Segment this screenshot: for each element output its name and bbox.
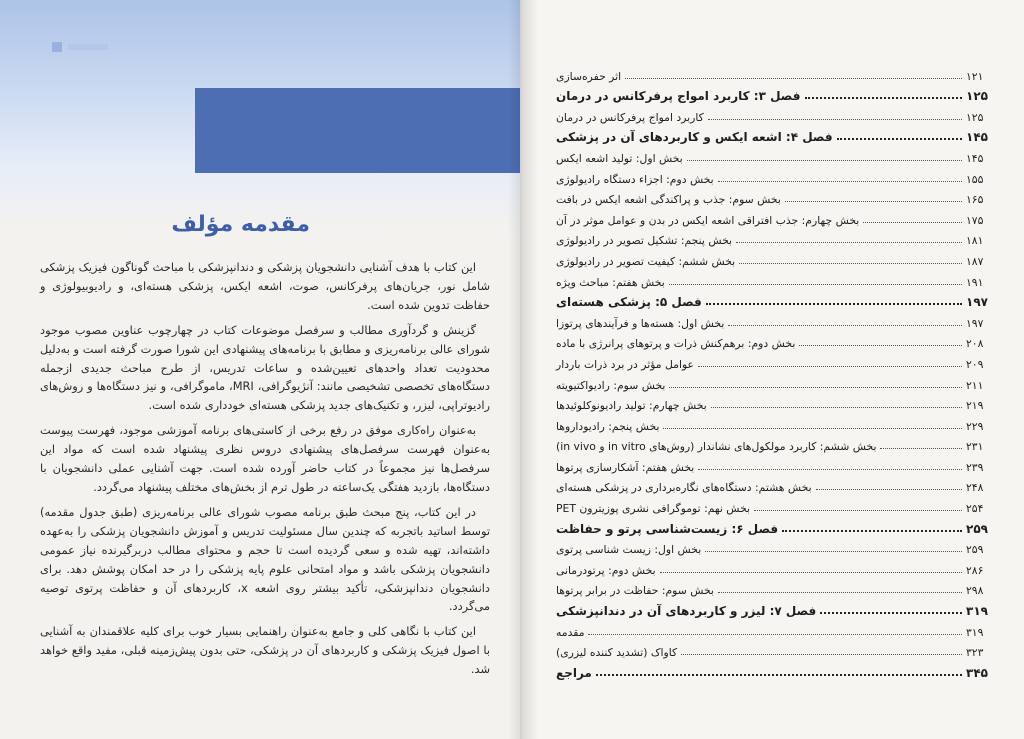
- header-band: [0, 0, 520, 85]
- toc-row: [552, 309, 992, 330]
- toc-page-number: ۱۲۵: [966, 89, 988, 104]
- toc-entry-title: فصل ۶: زیست‌شناسی پرتو و حفاظت: [556, 521, 779, 536]
- toc-entry-title: بخش سوم: حفاظت در برابر پرتوها: [556, 584, 714, 598]
- toc-entry-title: بخش اول: هسته‌ها و فرآیندهای پرتوزا: [556, 316, 725, 330]
- toc-row: [552, 330, 992, 351]
- toc-entry-title: فصل ۷: لیزر و کاربردهای آن در دندانپزشکی: [556, 604, 817, 619]
- toc-row: [552, 371, 992, 392]
- toc-leader-dots: [588, 634, 962, 635]
- toc-row: [552, 206, 992, 227]
- toc-leader-dots: [669, 387, 962, 388]
- toc-page-number: ۱۲۵: [966, 110, 984, 124]
- toc-page-number: ۳۱۹: [966, 625, 984, 639]
- toc-chapter-row: [552, 83, 992, 104]
- toc-row: [552, 536, 992, 557]
- toc-entry-title: بخش چهارم: جذب افتراقی اشعه ایکس در بدن و عوامل موثر در آن: [556, 213, 860, 227]
- toc-entry-title: عوامل مؤثر در برد ذرات باردار: [556, 357, 694, 371]
- toc-entry-title: بخش پنجم: رادیوداروها: [556, 419, 660, 433]
- toc-page-number: ۱۷۵: [966, 213, 984, 227]
- preface-paragraph: این کتاب با هدف آشنایی دانشجویان پزشکی و دندانپزشکی با مباحث گوناگون فیزیک پزشکی شامل نور، جریان‌های پرفرکانس، صوت، اشعه ایکس، پزشکی هسته‌ای، و رادیوبیولوژی و حفاظت تدوین شده است.: [40, 260, 490, 312]
- toc-page-number: ۲۰۸: [966, 337, 984, 351]
- toc-leader-dots: [816, 489, 962, 490]
- toc-chapter-row: [552, 659, 992, 680]
- toc-row: [552, 639, 992, 660]
- toc-leader-dots: [799, 345, 962, 346]
- toc-leader-dots: [669, 284, 962, 285]
- toc-row: [552, 453, 992, 474]
- toc-page-number: ۱۸۷: [966, 254, 984, 268]
- toc-page-number: ۲۰۹: [966, 357, 984, 371]
- preface-paragraph: گزینش و گردآوری مطالب و سرفصل موضوعات کتاب در چهارچوب عناوین مصوب موجود شورای عالی برنامه‌ریزی و مطابق با برنامه‌های پیشنهادی این شورا صورت گرفته است و به‌دلیل محدودیت تعداد واحدهای تعیین‌شده و ساعات تدریس، از طرح مباحث جدیدی ازجمله دستگاه‌های تخصصی تشخیصی مانند: آنژیوگرافی، MRI، ماموگرافی، و نیز دستگاه‌ها و روش‌های رادیوتراپی، لیزر، و تکنیک‌های جدید پزشکی هسته‌ای خودداری شده است.: [40, 322, 490, 413]
- toc-page-number: ۲۳۱: [966, 440, 984, 454]
- toc-row: [552, 165, 992, 186]
- toc-leader-dots: [880, 448, 962, 449]
- toc-row: [552, 618, 992, 639]
- toc-leader-dots: [863, 222, 962, 223]
- toc-row: [552, 227, 992, 248]
- band-mark-bar: [68, 44, 108, 50]
- toc-chapter-row: [552, 597, 992, 618]
- toc-leader-dots: [663, 428, 962, 429]
- toc-entry-title: بخش هشتم: دستگاه‌های نگاره‌برداری در پزشکی هسته‌ای: [556, 481, 812, 495]
- toc-row: [552, 268, 992, 289]
- toc-leader-dots: [820, 612, 962, 614]
- toc-row: [552, 103, 992, 124]
- toc-leader-dots: [625, 78, 962, 79]
- toc-page-number: ۲۵۴: [966, 502, 984, 516]
- toc-entry-title: بخش دوم: پرتودرمانی: [556, 563, 656, 577]
- toc-leader-dots: [596, 674, 962, 676]
- toc-entry-title: بخش اول: تولید اشعه ایکس: [556, 151, 683, 165]
- toc-entry-title: فصل ۴: اشعه ایکس و کاربردهای آن در پزشکی: [556, 130, 833, 145]
- toc-entry-title: بخش چهارم: تولید رادیونوکلوئیدها: [556, 399, 707, 413]
- toc-page-number: ۲۴۸: [966, 481, 984, 495]
- toc-entry-title: بخش سوم: رادیواکتیویته: [556, 378, 666, 392]
- toc-entry-title: بخش پنجم: تشکیل تصویر در رادیولوژی: [556, 234, 733, 248]
- right-page: [522, 0, 1024, 739]
- toc-row: [552, 392, 992, 413]
- preface-title: مقدمه مؤلف: [171, 212, 310, 237]
- toc-entry-title: بخش نهم: توموگرافی نشری پوزیترون PET: [556, 502, 751, 516]
- toc-leader-dots: [718, 181, 962, 182]
- toc-leader-dots: [782, 530, 962, 532]
- toc-chapter-row: [552, 515, 992, 536]
- toc-leader-dots: [687, 160, 962, 161]
- toc-page-number: ۱۸۱: [966, 234, 984, 248]
- toc-entry-title: بخش هفتم: آشکارسازی پرتوها: [556, 460, 695, 474]
- toc-leader-dots: [739, 263, 962, 264]
- toc-page-number: ۲۱۹: [966, 399, 984, 413]
- preface-body: [40, 258, 490, 685]
- toc-entry-title: بخش دوم: اجزاء دستگاه رادیولوژی: [556, 172, 714, 186]
- toc-page-number: ۲۵۹: [966, 521, 988, 536]
- preface-paragraph: این کتاب با نگاهی کلی و جامع به‌عنوان راهنمایی بسیار خوب برای کلیه علاقمندان به آشنایی با اصول فیزیک پزشکی و کاربردهای آن در پزشکی، حتی بدون پیش‌زمینه قبلی، مفید واقع خواهد شد.: [40, 624, 490, 677]
- toc-row: [552, 186, 992, 207]
- toc-page-number: ۱۹۷: [966, 295, 988, 310]
- toc-chapter-row: [552, 289, 992, 310]
- title-block: [195, 88, 520, 173]
- toc-page-number: ۳۴۵: [966, 665, 988, 680]
- toc-entry-title: کاواک (تشدید کننده لیزری): [556, 646, 678, 660]
- toc-chapter-row: [552, 124, 992, 145]
- toc-leader-dots: [708, 119, 962, 120]
- toc-leader-dots: [805, 97, 963, 99]
- toc-entry-title: بخش اول: زیست شناسی پرتوی: [556, 543, 702, 557]
- toc-row: [552, 247, 992, 268]
- toc-entry-title: بخش ششم: کاربرد مولکول‌های نشاندار (روش‌های in vitro و in vivo): [556, 440, 877, 454]
- preface-paragraph: به‌عنوان راه‌کاری موفق در رفع برخی از کاستی‌های برنامه آموزشی موجود، فهرست پیوست به‌عنوان فهرست سرفصل‌های پیشنهادی دروس نظری پیشنهاد شده است که مواد این سرفصل‌ها نیز مجموعاً در کتاب حاضر آورده شده است. جهت آشنایی عملی دانشجویان با دستگاه‌ها، بازدید هفتگی یک‌ساعته در طول ترم از بخش‌های مختلف پیشنهاد می‌گردد.: [40, 423, 490, 494]
- toc-page-number: ۳۲۳: [966, 646, 984, 660]
- toc-page-number: ۱۶۵: [966, 193, 984, 207]
- toc-leader-dots: [681, 654, 962, 655]
- toc-page-number: ۱۹۷: [966, 316, 984, 330]
- toc-row: [552, 350, 992, 371]
- toc-entry-title: فصل ۳: کاربرد امواج پرفرکانس در درمان: [556, 89, 801, 104]
- toc-entry-title: بخش ششم: کیفیت تصویر در رادیولوژی: [556, 254, 736, 268]
- toc-leader-dots: [785, 201, 962, 202]
- toc-entry-title: بخش هفتم: مباحث ویژه: [556, 275, 665, 289]
- toc-leader-dots: [718, 592, 962, 593]
- toc-leader-dots: [736, 242, 962, 243]
- toc-page-number: ۲۵۹: [966, 543, 984, 557]
- toc-entry-title: فصل ۵: پزشکی هسته‌ای: [556, 295, 702, 310]
- toc-page-number: ۱۴۵: [966, 151, 984, 165]
- toc-page-number: ۳۱۹: [966, 604, 988, 619]
- toc-row: [552, 494, 992, 515]
- toc-entry-title: اثر حفره‌سازی: [556, 69, 622, 83]
- toc-entry-title: کاربرد امواج پرفرکانس در درمان: [556, 110, 704, 124]
- toc-entry-title: مراجع: [556, 665, 592, 680]
- toc-page-number: ۱۵۵: [966, 172, 984, 186]
- toc-row: [552, 144, 992, 165]
- toc-page-number: ۲۸۶: [966, 563, 984, 577]
- toc-leader-dots: [698, 469, 962, 470]
- toc-page-number: ۲۳۹: [966, 460, 984, 474]
- toc-row: [552, 62, 992, 83]
- toc-page-number: ۱۲۱: [966, 69, 984, 83]
- toc-page-number: ۱۹۱: [966, 275, 984, 289]
- toc-leader-dots: [728, 325, 962, 326]
- toc-row: [552, 433, 992, 454]
- toc-entry-title: مقدمه: [556, 625, 585, 639]
- toc-entry-title: بخش دوم: برهم‌کنش ذرات و پرتوهای پرانرژی با ماده: [556, 337, 796, 351]
- toc-page-number: ۲۱۱: [966, 378, 984, 392]
- toc-leader-dots: [837, 138, 962, 140]
- toc-page-number: ۱۴۵: [966, 130, 988, 145]
- toc-leader-dots: [660, 572, 962, 573]
- toc-leader-dots: [698, 366, 962, 367]
- toc-leader-dots: [711, 407, 962, 408]
- toc-leader-dots: [706, 303, 962, 305]
- toc-page-number: ۲۲۹: [966, 419, 984, 433]
- band-mark: [52, 42, 62, 52]
- toc-page-number: ۲۹۸: [966, 584, 984, 598]
- preface-paragraph: در این کتاب، پنج مبحث طبق برنامه مصوب شورای عالی برنامه‌ریزی (طبق جدول مقدمه) توسط اساتید باتجربه که چندین سال مسئولیت تدریس و آموزش دانشجویان پزشکی را به‌عهده داشته‌اند، تهیه شده و سعی گردیده است تا حجم و محتوای مطالب دربرگیرنده نیاز عمومی دانشجویان پزشکی باشد و مواد امتحانی علوم پایه پزشکی را در حد امکان پوشش دهد. برای دانشجویان دندانپزشکی، تأکید بیشتر روی اشعه x، کاربردهای آن و حفاظت پرتوی توصیه می‌گردد.: [40, 504, 490, 614]
- toc-row: [552, 412, 992, 433]
- toc-leader-dots: [705, 551, 962, 552]
- toc-row: [552, 556, 992, 577]
- table-of-contents: [552, 62, 992, 680]
- toc-row: [552, 474, 992, 495]
- toc-entry-title: بخش سوم: جذب و پراکندگی اشعه ایکس در بافت: [556, 193, 781, 207]
- toc-row: [552, 577, 992, 598]
- toc-leader-dots: [754, 510, 962, 511]
